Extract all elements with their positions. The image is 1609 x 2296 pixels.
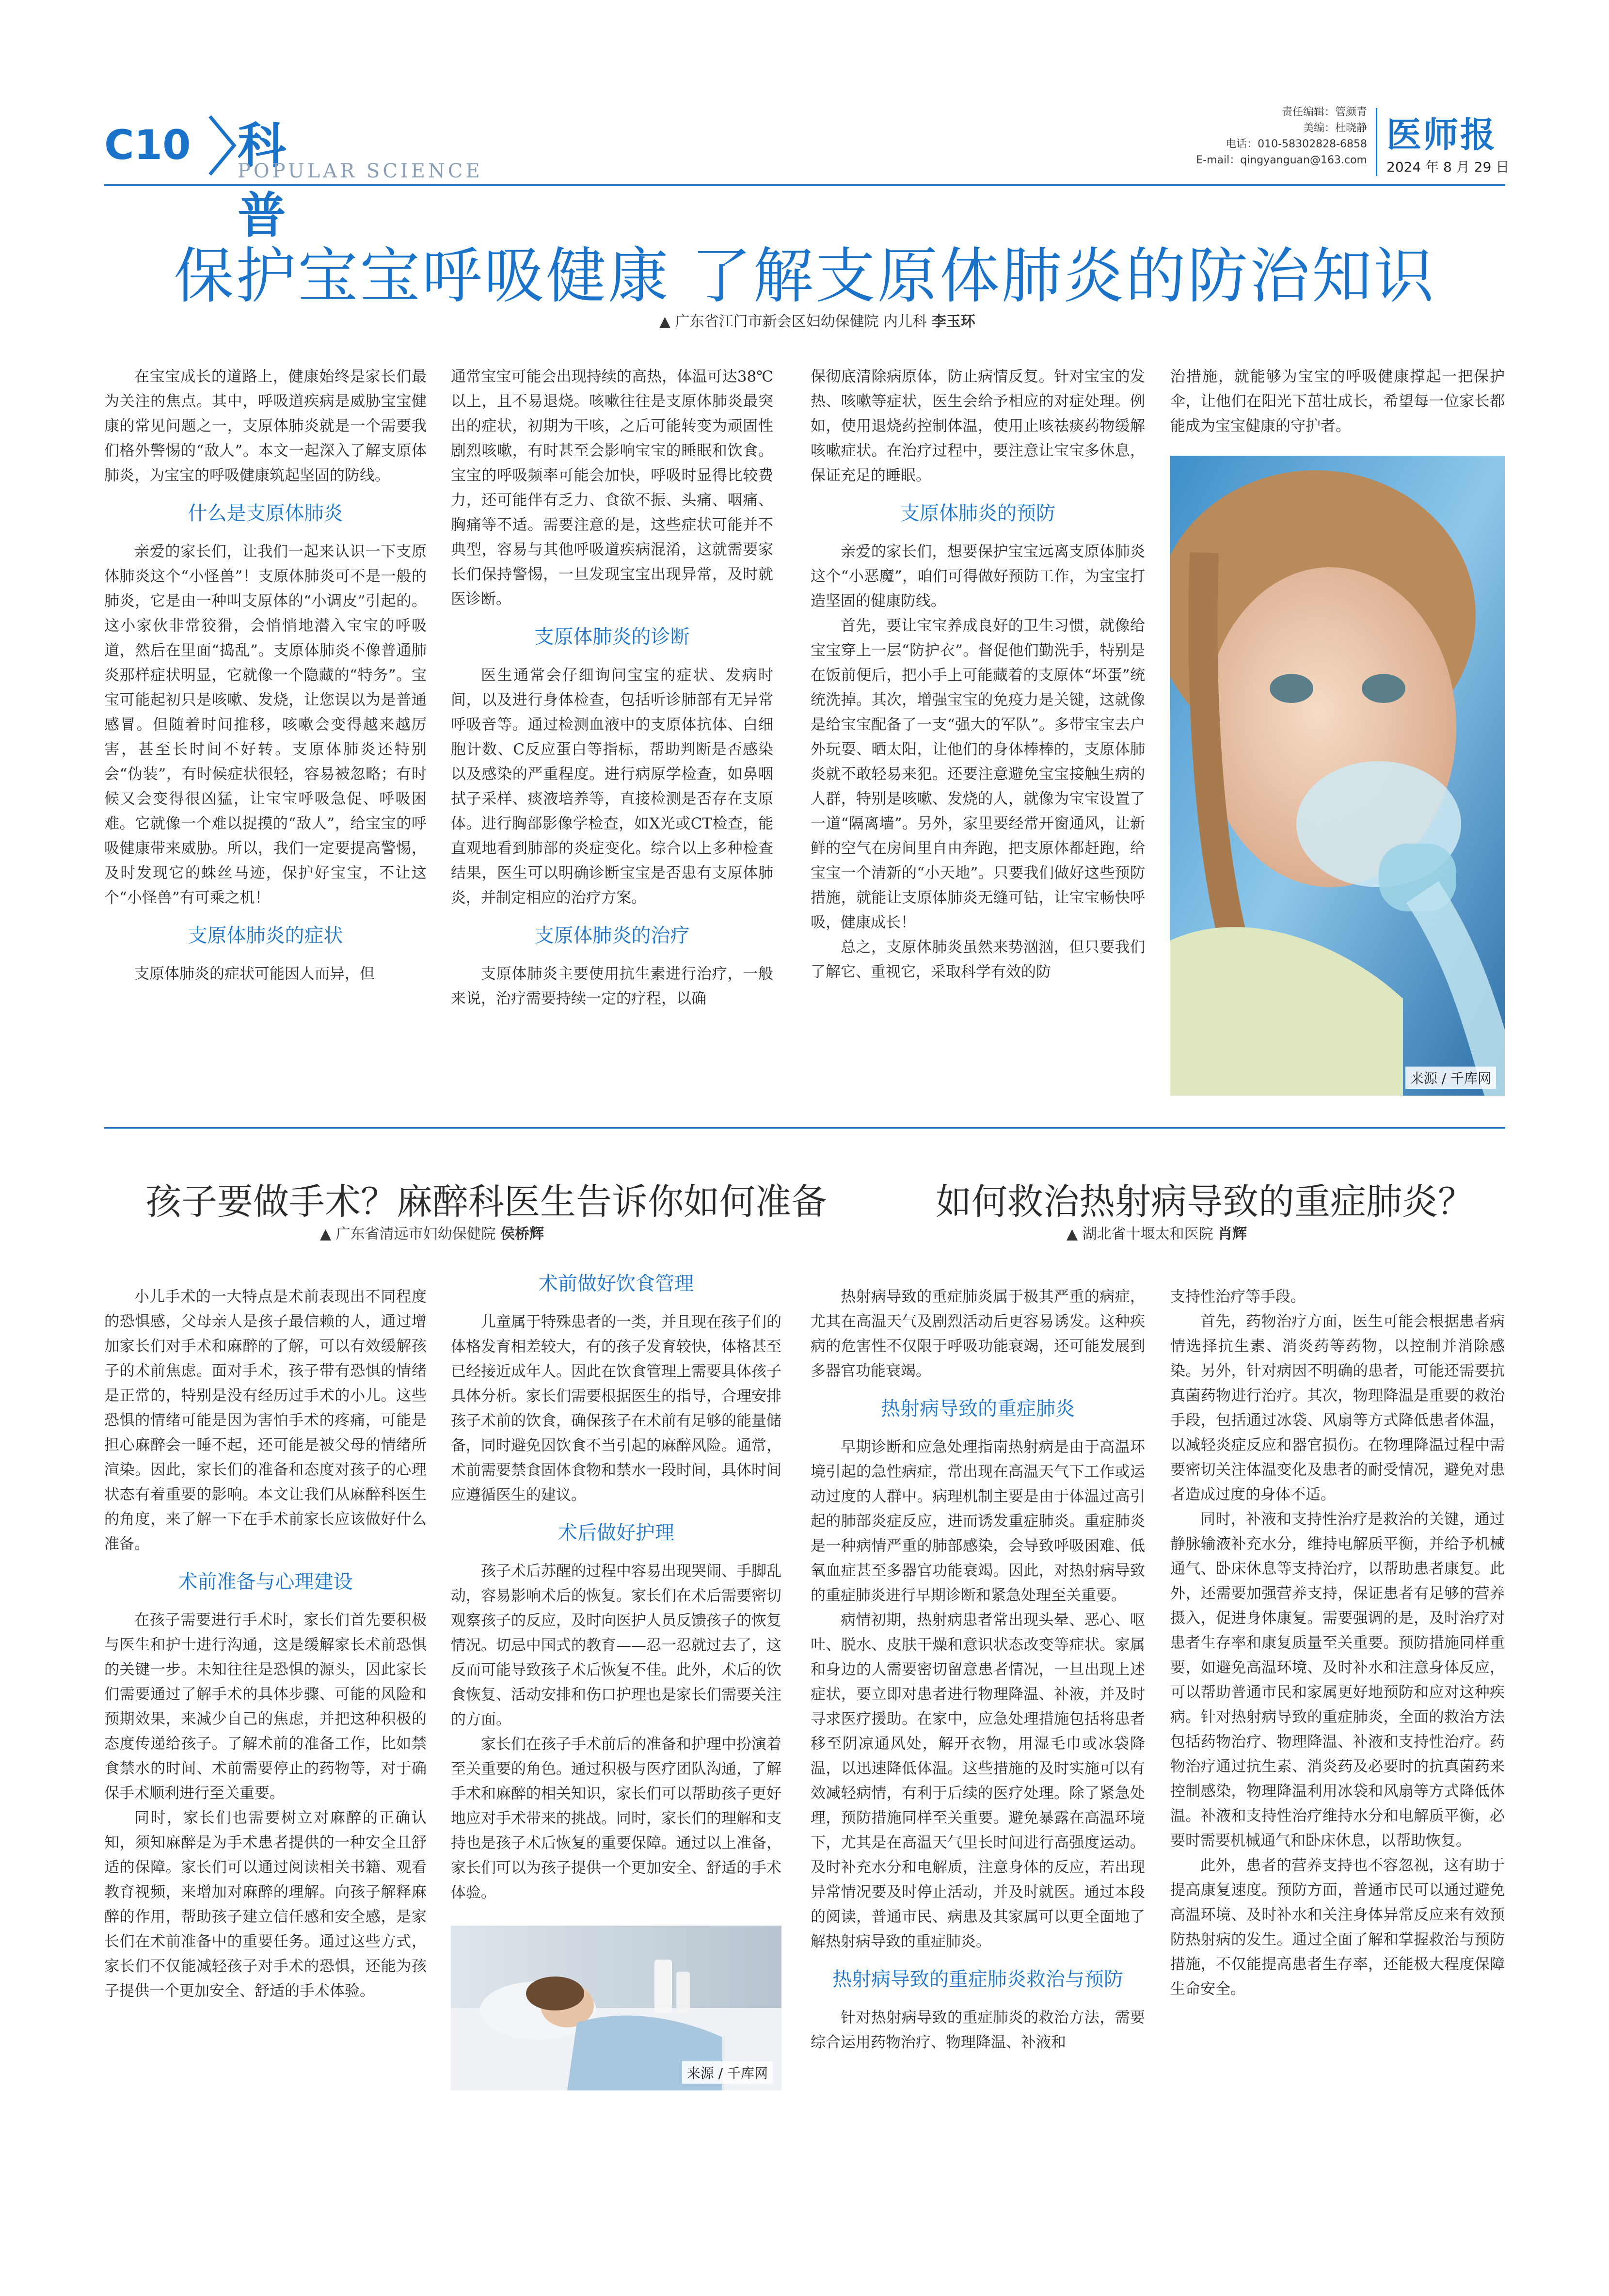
paragraph: 支原体肺炎主要使用抗生素进行治疗，一般来说，治疗需要持续一定的疗程，以确 bbox=[451, 965, 773, 1007]
paragraph: 支持性治疗等手段。 bbox=[1170, 1288, 1306, 1306]
article3-byline bbox=[1067, 1222, 1247, 1243]
article3-column-2 bbox=[1170, 1285, 1505, 2002]
editor-line: 责任编辑：管颜青 bbox=[1281, 106, 1367, 118]
header-divider bbox=[1376, 108, 1377, 176]
subheading: 术后做好护理 bbox=[558, 1522, 674, 1544]
subheading: 术前准备与心理建设 bbox=[178, 1571, 353, 1593]
subheading: 支原体肺炎的症状 bbox=[188, 925, 343, 947]
article1-column-2 bbox=[451, 365, 773, 1011]
subheading: 支原体肺炎的预防 bbox=[900, 502, 1055, 525]
subheading: 术前做好饮食管理 bbox=[539, 1273, 694, 1295]
paragraph: 此外，患者的营养支持也不容忽视，这有助于提高康复速度。预防方面，普通市民可以通过避免高温环境、及时补水和关注身体异常反应来有效预防热射病的发生。通过全面了解和掌握救治与预防措施，不仅能提高患者生存率，还能极大程度保障生命安全。 bbox=[1170, 1857, 1505, 1998]
article3-title: 如何救治热射病导致的重症肺炎？ bbox=[936, 1181, 1474, 1223]
paragraph: 病情初期，热射病患者常出现头晕、恶心、呕吐、脱水、皮肤干燥和意识状态改变等症状。家属和身边的人需要密切留意患者情况，一旦出现上述症状，要立即对患者进行物理降温、补液，并及时寻求医疗援助。在家中，应急处理措施包括将患者移至阴凉通风处，解开衣物，用湿毛巾或冰袋降温，以迅速降低体温。这些措施的及时实施可以有效减轻病情，有利于后续的医疗处理。除了紧急处理，预防措施同样至关重要。避免暴露在高温环境下，尤其是在高温天气里长时间进行高强度运动。及时补充水分和电解质，注意身体的反应，若出现异常情况要及时停止活动，并及时就医。通过本段的阅读，普通市民、病患及其家属可以更全面地了解热射病导致的重症肺炎。 bbox=[811, 1611, 1145, 1950]
paragraph: 在孩子需要进行手术时，家长们首先要积极与医生和护士进行沟通，这是缓解家长术前恐惧的关键一步。未知往往是恐惧的源头，因此家长们需要通过了解手术的具体步骤、可能的风险和预期效果，来减少自己的焦虑，并把这种积极的态度传递给孩子。了解术前的准备工作，比如禁食禁水的时间、术前需要停止的药物等，对于确保手术顺利进行至关重要。 bbox=[104, 1611, 427, 1802]
subheading: 支原体肺炎的治疗 bbox=[534, 925, 690, 947]
article1-column-4 bbox=[1170, 365, 1505, 439]
paragraph: 首先，药物治疗方面，医生可能会根据患者病情选择抗生素、消炎药等药物，以控制并消除感染。另外，针对病因不明确的患者，可能还需要抗真菌药物进行治疗。其次，物理降温是重要的救治手段，包括通过冰袋、风扇等方式降低患者体温，以减轻炎症反应和器官损伤。在物理降温过程中需要密切关注体温变化及患者的耐受情况，避免对患者造成过度的身体不适。 bbox=[1170, 1313, 1505, 1503]
article2-byline bbox=[320, 1222, 544, 1243]
article1-byline-prefix: ▲ 广东省江门市新会区妇幼保健院 内儿科 bbox=[659, 313, 927, 330]
paragraph: 在宝宝成长的道路上，健康始终是家长们最为关注的焦点。其中，呼吸道疾病是威胁宝宝健康的常见问题之一，支原体肺炎就是一个需要我们格外警惕的“敌人”。本文一起深入了解支原体肺炎，为宝宝的呼吸健康筑起坚固的防线。 bbox=[104, 368, 427, 484]
masthead-logo: 医师报 bbox=[1386, 114, 1497, 155]
chevron-right-icon bbox=[205, 112, 239, 179]
article2-author: 侯桥辉 bbox=[500, 1226, 544, 1243]
paragraph: 小儿手术的一大特点是术前表现出不同程度的恐惧感，父母亲人是孩子最信赖的人，通过增加家长们对手术和麻醉的了解，可以有效缓解孩子的术前焦虑。面对手术，孩子带有恐惧的情绪是正常的，特别是没有经历过手术的小儿。这些恐惧的情绪可能是因为害怕手术的疼痛，可能是担心麻醉会一睡不起，还可能是被父母的情绪所渲染。因此，家长们的准备和态度对孩子的心理状态有着重要的影响。本文让我们从麻醉科医生的角度，来了解一下在手术前家长应该做好什么准备。 bbox=[104, 1288, 427, 1553]
paragraph: 儿童属于特殊患者的一类，并且现在孩子们的体格发育相差较大，有的孩子发育较快，体格甚至已经接近成年人。因此在饮食管理上需要具体孩子具体分析。家长们需要根据医生的指导，合理安排孩子术前的饮食，确保孩子在术前有足够的能量储备，同时避免因饮食不当引起的麻醉风险。通常，术前需要禁食固体食物和禁水一段时间，具体时间应遵循医生的建议。 bbox=[451, 1313, 781, 1504]
editor-info bbox=[1183, 104, 1367, 168]
article2-title: 孩子要做手术？麻醉科医生告诉你如何准备 bbox=[145, 1181, 827, 1223]
section-subtitle: POPULAR SCIENCE bbox=[238, 160, 483, 182]
masthead-block bbox=[1183, 104, 1522, 182]
photo-credit: 来源 / 千库网 bbox=[1405, 1067, 1496, 1089]
article1-byline bbox=[659, 309, 975, 331]
paragraph: 总之，支原体肺炎虽然来势汹汹，但只要我们了解它、重视它，采取科学有效的防 bbox=[811, 939, 1145, 981]
page-number: C10 bbox=[104, 121, 191, 169]
article1-title: 保护宝宝呼吸健康 了解支原体肺炎的防治知识 bbox=[174, 241, 1436, 311]
article2-column-1 bbox=[104, 1285, 427, 2004]
article2-column-2 bbox=[451, 1270, 781, 1905]
section-divider bbox=[104, 1127, 1505, 1129]
paragraph: 家长们在孩子手术前后的准备和护理中扮演着至关重要的角色。通过积极与医疗团队沟通，了解手术和麻醉的相关知识，家长们可以帮助孩子更好地应对手术带来的挑战。同时，家长们的理解和支持也是孩子术后恢复的重要保障。通过以上准备，家长们可以为孩子提供一个更加安全、舒适的手术体验。 bbox=[451, 1736, 781, 1901]
sleeping-child-photo bbox=[451, 1926, 781, 2090]
subheading: 热射病导致的重症肺炎 bbox=[881, 1398, 1075, 1420]
paragraph: 同时，家长们也需要树立对麻醉的正确认知，须知麻醉是为手术患者提供的一种安全且舒适的保障。家长们可以通过阅读相关书籍、观看教育视频，来增加对麻醉的理解。向孩子解释麻醉的作用，帮助孩子建立信任感和安全感，是家长们在术前准备中的重要任务。通过这些方式，家长们不仅能减轻孩子对手术的恐惧，还能为孩子提供一个更加安全、舒适的手术体验。 bbox=[104, 1809, 427, 2000]
paragraph: 首先，要让宝宝养成良好的卫生习惯，就像给宝宝穿上一层“防护衣”。督促他们勤洗手，特别是在饭前便后，把小手上可能藏着的支原体“坏蛋”统统洗掉。其次，增强宝宝的免疫力是关键，这就像是给宝宝配备了一支“强大的军队”。多带宝宝去户外玩耍、晒太阳，让他们的身体棒棒的，支原体肺炎就不敢轻易来犯。还要注意避免宝宝接触生病的人群，特别是咳嗽、发烧的人，就像为宝宝设置了一道“隔离墙”。另外，家里要经常开窗通风，让新鲜的空气在房间里自由奔跑，把支原体都赶跑，给宝宝一个清新的“小天地”。只要我们做好这些预防措施，就能让支原体肺炎无缝可钻，让宝宝畅快呼吸，健康成长！ bbox=[811, 617, 1145, 931]
paragraph: 早期诊断和应急处理指南热射病是由于高温环境引起的急性病症，常出现在高温天气下工作或运动过度的人群中。病理机制主要是由于体温过高引起的肺部炎症反应，进而诱发重症肺炎。重症肺炎是一种病情严重的肺部感染，会导致呼吸困难、低氧血症甚至多器官功能衰竭。因此，对热射病导致的重症肺炎进行早期诊断和紧急处理至关重要。 bbox=[811, 1438, 1145, 1604]
paragraph: 亲爱的家长们，让我们一起来认识一下支原体肺炎这个“小怪兽”！支原体肺炎可不是一般的肺炎，它是由一种叫支原体的“小调皮”引起的。这小家伙非常狡猾，会悄悄地潜入宝宝的呼吸道，然后在里面“捣乱”。支原体肺炎不像普通肺炎那样症状明显，它就像一个隐藏的“特务”。宝宝可能起初只是咳嗽、发烧，让您误以为是普通感冒。但随着时间推移，咳嗽会变得越来越厉害，甚至长时间不好转。支原体肺炎还特别会“伪装”，有时候症状很轻，容易被忽略；有时候又会变得很凶猛，让宝宝呼吸急促、呼吸困难。它就像一个难以捉摸的“敌人”，给宝宝的呼吸健康带来威胁。所以，我们一定要提高警惕，及时发现它的蛛丝马迹，保护好宝宝，不让这个“小怪兽”有可乘之机！ bbox=[104, 543, 427, 907]
article1-column-1 bbox=[104, 365, 427, 987]
paragraph: 支原体肺炎的症状可能因人而异，但 bbox=[134, 965, 375, 983]
paragraph: 孩子术后苏醒的过程中容易出现哭闹、手脚乱动，容易影响术后的恢复。家长们在术后需要密切观察孩子的反应，及时向医护人员反馈孩子的恢复情况。切忌中国式的教育——忍一忍就过去了，这反而可能导致孩子术后恢复不佳。此外，术后的饮食恢复、活动安排和伤口护理也是家长们需要关注的方面。 bbox=[451, 1563, 781, 1728]
article3-column-1 bbox=[811, 1285, 1145, 2055]
photo-credit: 来源 / 千库网 bbox=[682, 2061, 773, 2084]
paragraph: 保彻底清除病原体，防止病情反复。针对宝宝的发热、咳嗽等症状，医生会给予相应的对症处理。例如，使用退烧药控制体温，使用止咳祛痰药物缓解咳嗽症状。在治疗过程中，要注意让宝宝多休息，保证充足的睡眠。 bbox=[811, 368, 1145, 484]
paragraph: 医生通常会仔细询问宝宝的症状、发病时间，以及进行身体检查，包括听诊肺部有无异常呼吸音等。通过检测血液中的支原体抗体、白细胞计数、C反应蛋白等指标，帮助判断是否感染以及感染的严重程度。进行病原学检查，如鼻咽拭子采样、痰液培养等，直接检测是否存在支原体。进行胸部影像学检查，如X光或CT检查，能直观地看到肺部的炎症变化。综合以上多种检查结果，医生可以明确诊断宝宝是否患有支原体肺炎，并制定相应的治疗方案。 bbox=[451, 667, 773, 907]
paragraph: 热射病导致的重症肺炎属于极其严重的病症，尤其在高温天气及剧烈活动后更容易诱发。这种疾病的危害性不仅限于呼吸功能衰竭，还可能发展到多器官功能衰竭。 bbox=[811, 1288, 1145, 1380]
section-title: 科普 bbox=[238, 117, 288, 244]
paragraph: 亲爱的家长们，想要保护宝宝远离支原体肺炎这个“小恶魔”，咱们可得做好预防工作，为宝宝打造坚固的健康防线。 bbox=[811, 543, 1145, 610]
subheading: 热射病导致的重症肺炎救治与预防 bbox=[832, 1968, 1123, 1991]
subheading: 支原体肺炎的诊断 bbox=[534, 626, 690, 648]
photo-illustration bbox=[1170, 456, 1505, 1096]
art-editor-line: 美编：杜晓静 bbox=[1303, 122, 1367, 134]
article3-author: 肖辉 bbox=[1218, 1226, 1247, 1243]
paragraph: 通常宝宝可能会出现持续的高热，体温可达38℃以上，且不易退烧。咳嗽往往是支原体肺炎最突出的症状，初期为干咳，之后可能转变为顽固性剧烈咳嗽，有时甚至会影响宝宝的睡眠和饮食。宝宝的呼吸频率可能会加快，呼吸时显得比较费力，还可能伴有乏力、食欲不振、头痛、咽痛、胸痛等不适。需要注意的是，这些症状可能并不典型，容易与其他呼吸道疾病混淆，这就需要家长们保持警惕，一旦发现宝宝出现异常，及时就医诊断。 bbox=[451, 368, 773, 608]
paragraph: 治措施，就能够为宝宝的呼吸健康撑起一把保护伞，让他们在阳光下茁壮成长，希望每一位家长都能成为宝宝健康的守护者。 bbox=[1170, 368, 1505, 435]
article2-byline-prefix: ▲ 广东省清远市妇幼保健院 bbox=[320, 1226, 496, 1243]
paragraph: 针对热射病导致的重症肺炎的救治方法，需要综合运用药物治疗、物理降温、补液和 bbox=[811, 2009, 1145, 2051]
subheading: 什么是支原体肺炎 bbox=[188, 502, 343, 525]
email-line: E-mail：qingyanguan@163.com bbox=[1196, 154, 1367, 166]
child-oxygen-mask-photo bbox=[1170, 456, 1505, 1096]
phone-line: 电话：010-58302828-6858 bbox=[1226, 138, 1367, 150]
paragraph: 同时，补液和支持性治疗是救治的关键，通过静脉输液补充水分，维持电解质平衡，并给予机械通气、卧床休息等支持治疗，以帮助患者康复。此外，还需要加强营养支持，保证患者有足够的营养摄入，促进身体康复。需要强调的是，及时治疗对患者生存率和康复质量至关重要。预防措施同样重要，如避免高温环境、及时补水和注意身体反应，可以帮助普通市民和家属更好地预防和应对这种疾病。针对热射病导致的重症肺炎，全面的救治方法包括药物治疗、物理降温、补液和支持性治疗。药物治疗通过抗生素、消炎药及必要时的抗真菌药来控制感染，物理降温利用冰袋和风扇等方式降低体温。补液和支持性治疗维持水分和电解质平衡，必要时需要机械通气和卧床休息，以帮助恢复。 bbox=[1170, 1511, 1505, 1850]
issue-date: 2024 年 8 月 29 日 bbox=[1386, 159, 1510, 175]
article1-column-3 bbox=[811, 365, 1145, 985]
header-rule bbox=[104, 184, 1505, 186]
article3-byline-prefix: ▲ 湖北省十堰太和医院 bbox=[1067, 1226, 1213, 1243]
article1-author: 李玉环 bbox=[931, 313, 975, 330]
